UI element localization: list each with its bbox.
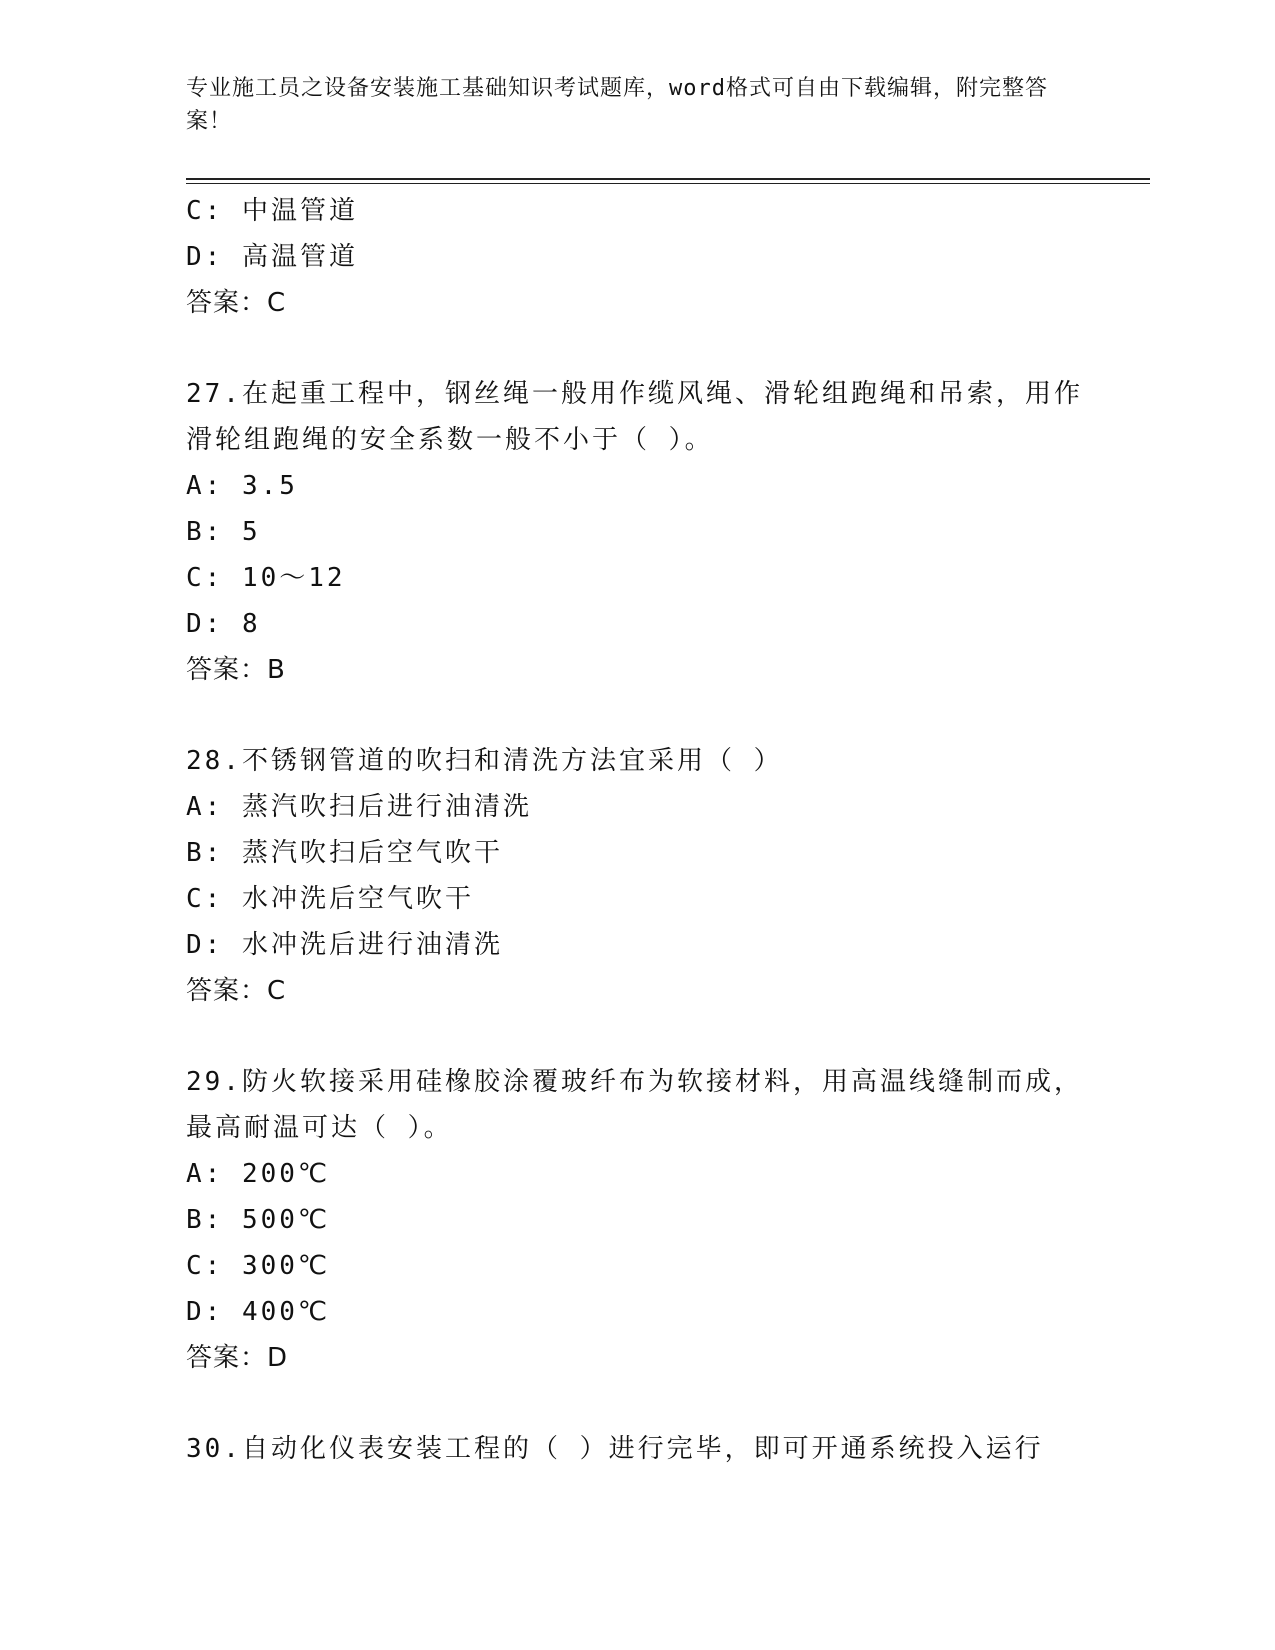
option-a: A: 蒸汽吹扫后进行油清洗 xyxy=(186,792,532,822)
option-a: A: 200℃ xyxy=(186,1159,331,1189)
option-c: C: 水冲洗后空气吹干 xyxy=(186,884,474,914)
question-27-text: 27.在起重工程中，钢丝绳一般用作缆风绳、滑轮组跑绳和吊索，用作滑轮组跑绳的安全系数一般不小于（ ）。 xyxy=(186,379,1083,455)
option-c: C: 10～12 xyxy=(186,563,346,593)
question-28-text: 28.不锈钢管道的吹扫和清洗方法宜采用（ ） xyxy=(186,746,783,776)
answer-line: 答案：D xyxy=(186,1343,289,1373)
page-header: 专业施工员之设备安装施工基础知识考试题库，word格式可自由下载编辑，附完整答案！ xyxy=(186,76,1048,134)
question-30-text: 30.自动化仪表安装工程的（ ）进行完毕，即可开通系统投入运行 xyxy=(186,1434,1044,1464)
option-d: D: 水冲洗后进行油清洗 xyxy=(186,930,503,960)
option-c: C: 中温管道 xyxy=(186,196,358,226)
option-a: A: 3.5 xyxy=(186,471,298,501)
option-d: D: 8 xyxy=(186,609,261,639)
question-29-text: 29.防火软接采用硅橡胶涂覆玻纤布为软接材料，用高温线缝制而成，最高耐温可达（ ）。 xyxy=(186,1067,1083,1143)
answer-line: 答案：B xyxy=(186,655,286,685)
option-b: B: 500℃ xyxy=(186,1205,331,1235)
option-d: D: 400℃ xyxy=(186,1297,331,1327)
header-divider xyxy=(186,178,1150,184)
option-d: D: 高温管道 xyxy=(186,242,358,272)
answer-line: 答案：C xyxy=(186,976,287,1006)
question-list xyxy=(186,188,1086,1472)
option-b: B: 蒸汽吹扫后空气吹干 xyxy=(186,838,503,868)
option-c: C: 300℃ xyxy=(186,1251,331,1281)
answer-line: 答案：C xyxy=(186,288,287,318)
option-b: B: 5 xyxy=(186,517,261,547)
